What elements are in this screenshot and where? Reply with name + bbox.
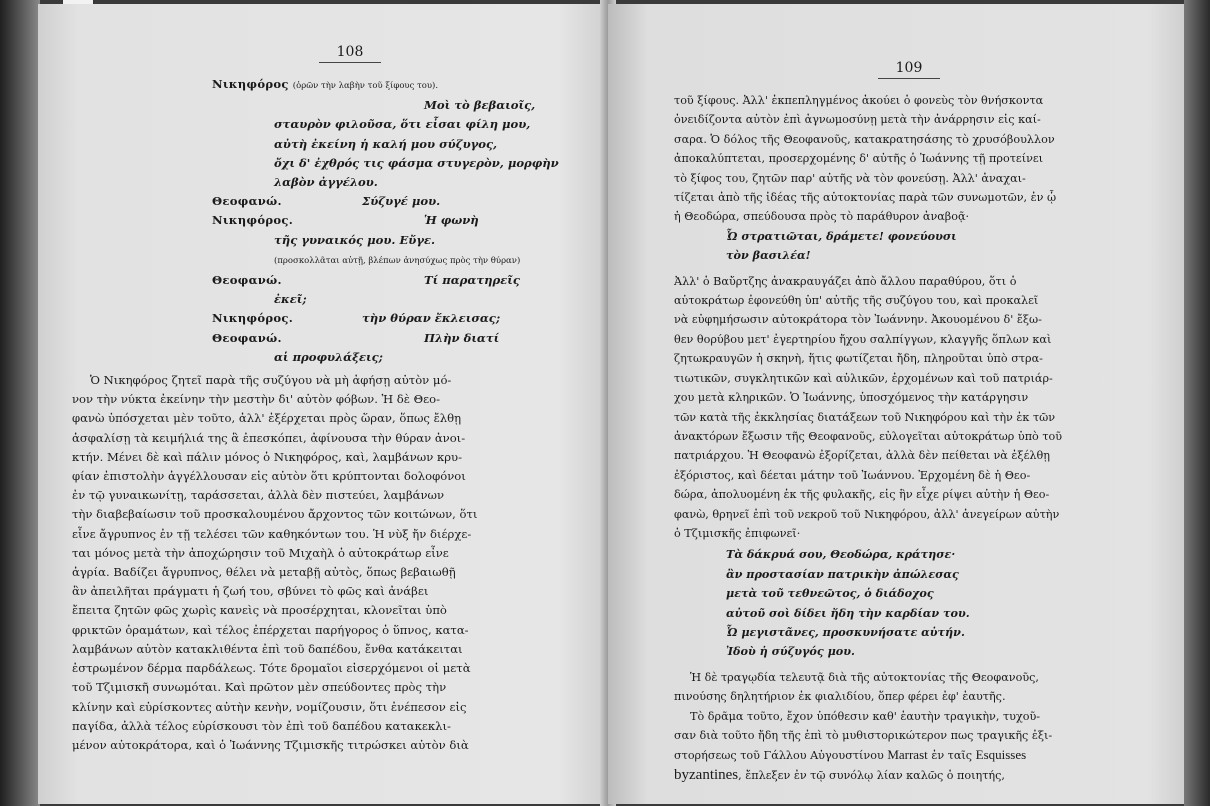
dialogue-line [212,290,578,309]
page-number-left-text: 108 [319,44,382,63]
prose-line: ἐξόριστος, καὶ δέεται μάτην τοῦ Ἰωάννου. Ἐρχομένη δὲ ἡ Θεο- [674,468,1031,482]
prose-line: μένον αὐτοκράτορα, καὶ ὁ Ἰωάννης Τζιμισκῆς τιτρώσκει αὐτὸν διὰ [72,737,469,752]
speaker-name: Θεοφανώ. [212,273,282,288]
prose-line: τοῦ ξίφους. Ἀλλ' ἐκπεπληγμένος ἀκούει ὁ φονεὺς τὸν θνήσκοντα [674,94,1044,107]
prose-line: τίζεται ἀπὸ τῆς ἰδέας τῆς αὐτοκτονίας παρὰ τῶν συνωμοτῶν, ἐν ᾧ [674,191,1057,205]
verse-text: αὐτὴ ἐκείνη ἡ καλή μου σύζυγος, [274,136,498,151]
prose-line: ἂν ἀπειλῆται πράγματι ἡ ζωή του, σβύνει τὸ φῶς καὶ ἀνάβει [72,584,429,599]
prose-text: Τὸ δρᾶμα τοῦτο, ἔχον ὑπόθεσιν καθ' ἑαυτὴν τραγικὴν, τυχοῦ- [690,709,1041,723]
prose-line: λαμβάνων αὐτὸν κατακλιθέντα ἐπὶ τοῦ δαπέδου, ἔνθα κατάκειται [72,641,463,656]
prose-line: τιωτικῶν, συγκλητικῶν καὶ αὐλικῶν, ἐρχομένων καὶ τοῦ πατριάρ- [674,371,1053,385]
prose-line: ὁ Τζιμισκῆς ἐπιφωνεῖ· [674,526,801,540]
verse-text: Ἡ φωνὴ [424,213,479,228]
speaker-name: Νικηφόρος. [212,311,294,326]
scan-right-edge [1184,0,1210,806]
prose-line: ἐστρωμένον δέρμα παρδάλεως. Τότε δρομαῖοι εἰσερχόμενοι οἱ μετὰ [72,661,471,676]
prose-line: ὀνειδίζοντα αὐτὸν ἐπὶ ἀγνωμοσύνῃ μετὰ τὴν ἀνάρρησιν εἰς καί- [674,113,1041,127]
prose-line [674,707,1144,726]
dialogue-line [212,329,578,348]
prose-text: Ἡ δὲ τραγῳδία τελευτᾷ διὰ τῆς αὐτοκτονίας τῆς Θεοφανοῦς, [690,670,1039,684]
prose-line: κτήν. Μένει δὲ καὶ πάλιν μόνος ὁ Νικηφόρος, καὶ, λαμβάνων κρυ- [72,449,462,464]
page-number-right-text: 109 [878,60,941,79]
prose-line [674,745,1144,765]
prose-text: στορήσεως τοῦ Γάλλου Αὐγουστίνου [674,749,884,763]
verse-text: Πλὴν διατί [424,330,500,345]
prose-line: ἐν τῷ γυναικωνίτῃ, ταράσσεται, ἀλλὰ δὲν πιστεύει, λαμβάνων [72,488,445,503]
dialogue-line [212,96,578,115]
dialogue-line [212,75,578,96]
prose-line: πατριάρχου. Ἡ Θεοφανὼ ἐξορίζεται, ἀλλὰ δὲν πείθεται νὰ ἐξέλθῃ [674,449,1050,463]
page-number-left [122,44,578,63]
scan-left-edge [0,0,40,806]
prose-line [674,687,1144,706]
right-paragraph-3 [674,668,1144,766]
latin-author-name: Marrast [887,747,928,763]
prose-line: ἀγρία. Βαδίζει ἄγρυπνος, θέλει νὰ μεταβῇ αὐτὸς, ὅπως βεβαιωθῇ [72,565,456,580]
prose-line: ζητωκραυγῶν ἡ σκηνὴ, ἥτις φωτίζεται ἤδη, πληροῦται ὑπὸ στρα- [674,352,1043,366]
prose-line [674,726,1144,745]
verse-line: Ὦ στρατιῶται, δράμετε! φονεύουσι [726,228,957,243]
prose-line: ἔπειτα ζητῶν φῶς χωρὶς κανεὶς νὰ προσέρχηται, κλονεῖται ὑπὸ [72,603,447,618]
stage-direction: (προσκολλᾶται αὐτῇ, βλέπων ἀνησύχως πρὸς τὴν θύραν) [274,255,521,266]
prose-text: πινούσης δηλητήριον ἐκ φιαλιδίου, ὅπερ φέρει ἐφ' ἑαυτῆς. [674,690,1006,704]
page-number-right [674,60,1144,79]
dialogue-line [212,154,578,173]
prose-line: φανὼ ὑπόσχεται μὲν τοῦτο, ἀλλ' ἐξέρχεται πρὸς ὥραν, ὅπως ἔλθῃ [72,411,462,426]
verse-line: μετὰ τοῦ τεθνεῶτος, ὁ διάδοχος [726,586,934,601]
verse-text: ἐκεῖ; [274,292,307,307]
prose-line: παγίδα, ἀλλὰ τέλος εὑρίσκουσι τὸν ἐπὶ τοῦ δαπέδου κατακεκλι- [72,718,451,733]
speaker-name: Νικηφόρος. [212,213,294,228]
dialogue-line [212,271,578,290]
prose-line: κλίνην καὶ εὑρίσκοντες αὐτὴν κενὴν, νομίζουσιν, ὅτι ἐνέπεσον εἰς [72,699,467,714]
speaker-name: Νικηφόρος [212,77,289,91]
verse-text: τὴν θύραν ἔκλεισας; [362,311,501,326]
latin-title-2: byzantines [674,766,739,783]
prose-line: τὴν διαβεβαίωσιν τοῦ προσκαλουμένου ἄρχοντος τῶν κοιτώνων, ὅτι [72,507,478,522]
dialogue-line [212,250,578,271]
prose-line: ἀσφαλίσῃ τὰ κειμήλιά της ἃ ἐπεσκόπει, ἀφίνουσα τὴν θύραν ἀνοι- [72,430,466,445]
prose-line: σαρα. Ὁ δόλος τῆς Θεοφανοῦς, κατακρατησάσης τὸ χρυσόβουλλον [674,132,1055,146]
prose-line: φρικτῶν ὁραμάτων, καὶ τέλος ἐπέρχεται παρήγορος ὁ ὕπνος, κατα- [72,622,469,637]
prose-line: δώρα, ἀπολυομένη ἐκ τῆς φυλακῆς, εἰς ἣν εἶχε ρίψει αὐτὴν ἡ Θεο- [674,488,1050,502]
right-page [608,4,1184,804]
final-line [674,766,1144,785]
dialogue-line [212,173,578,192]
shout-verse [674,227,1144,266]
closing-verse [674,545,1144,661]
left-page [38,4,608,804]
prose-line: φανὼ, θρηνεῖ ἐπὶ τοῦ νεκροῦ τοῦ Νικηφόρου, ἀλλ' ἀνεγείρων αὐτὴν [674,507,1060,521]
prose-line: θεν θορύβου μετ' ἐγερτηρίου ἤχου σαλπίγγων, κλαγγῆς ὅπλων καὶ [674,332,1052,346]
verse-text: αἱ προφυλάξεις; [274,349,383,364]
prose-line: τὸ ξίφος του, ζητῶν παρ' αὐτῆς νὰ τὸν φονεύσῃ. Ἀλλ' ἀναχαι- [674,171,1026,185]
verse-text: σταυρὸν φιλοῦσα, ὅτι εἶσαι φίλη μου, [274,117,531,132]
prose-line: ἀνακτόρων ἔξωσιν τῆς Θεοφανοῦς, εὐλογεῖται αὐτοκράτωρ ὑπὸ τοῦ [674,429,1063,443]
dialogue-block [212,75,578,367]
verse-text: Τί παρατηρεῖς [424,273,520,288]
prose-line: Ὁ Νικηφόρος ζητεῖ παρὰ τῆς συζύγου νὰ μὴ ἀφήσῃ αὐτὸν μό- [90,373,452,388]
right-paragraph-2 [674,272,1144,544]
prose-line: νὰ εὐφημήσωσιν αὐτοκράτορα τὸν Ἰωάννην. Ἀκουομένου δ' ἔξω- [674,313,1042,327]
prose-text: σαν διὰ τοῦτο ἤδη τῆς ἐπὶ τὸ μυθιστορικώτερον πως τραγικῆς ἐξι- [674,729,1053,742]
dialogue-line [212,309,578,328]
dialogue-line [212,211,578,230]
prose-line [674,668,1144,687]
speaker-name: Θεοφανώ. [212,194,282,209]
stage-direction: (ὁρῶν τὴν λαβὴν τοῦ ξίφους του). [292,81,439,91]
verse-line: Τὰ δάκρυά σου, Θεοδώρα, κράτησε· [726,547,956,562]
prose-line: νον τὴν νύκτα ἐκείνην τὴν μεστὴν δι' αὐτὸν φόβων. Ἡ δὲ Θεο- [72,392,441,407]
verse-text: τῆς γυναικός μου. Εὔγε. [274,232,436,247]
verse-line: Ὦ μεγιστᾶνες, προσκυνήσατε αὐτήν. [726,624,965,639]
prose-line: φίαν ἐπιστολὴν ἀγγέλλουσαν εἰς αὐτὸν ὅτι κρύπτονται δολοφόνοι [72,469,466,484]
prose-line: τοῦ Τζιμισκῆ συνωμόται. Καὶ πρῶτον μὲν σπεύδοντες πρὸς τὴν [72,680,447,695]
verse-text: ὄχι δ' ἐχθρός τις φάσμα στυγερὸν, μορφὴν [274,155,559,170]
verse-text: Σύζυγέ μου. [362,194,441,209]
dialogue-line [212,192,578,211]
prose-line: ται μόνος μετὰ τὴν ἀποχώρησιν τοῦ Μιχαὴλ ὁ αὐτοκράτωρ εἶνε [72,545,449,560]
verse-text: λαβὸν ἀγγέλου. [274,175,378,190]
verse-text: Μοὶ τὸ βεβαιοῖς, [424,98,536,113]
prose-line: τῶν κατὰ τῆς ἐκκλησίας διατάξεων τοῦ Νικηφόρου καὶ τὴν ἐκ τῶν [674,410,1056,424]
speaker-name: Θεοφανώ. [212,330,282,345]
final-line-rest: , ἔπλεξεν ἐν τῷ συνόλῳ λίαν καλῶς ὁ ποιητής, [738,768,1005,782]
dialogue-line [212,135,578,154]
dialogue-line [212,115,578,134]
prose-line: ἡ Θεοδώρα, σπεύδουσα πρὸς τὸ παράθυρον ἀναβοᾷ· [674,210,970,224]
prose-line: Ἀλλ' ὁ Βαὔρτζης ἀνακραυγάζει ἀπὸ ἄλλου παραθύρου, ὅτι ὁ [674,274,1017,288]
prose-line: χου μετὰ κληρικῶν. Ὁ Ἰωάννης, ὑποσχόμενος τὴν κατάργησιν [674,391,1029,405]
prose-line: αὐτοκράτωρ ἐφονεύθη ὑπ' αὐτῆς τῆς συζύγου του, καὶ προκαλεῖ [674,294,1039,308]
verse-line: αὐτοῦ σοὶ δίδει ἤδη τὴν καρδίαν του. [726,605,970,620]
dialogue-line [212,348,578,367]
prose-line: ἀποκαλύπτεται, προσερχομένης δ' αὐτῆς ὁ Ἰωάννης τῇ προτείνει [674,152,1044,166]
right-paragraph-1 [674,91,1144,227]
verse-line: τὸν βασιλέα! [726,248,811,263]
right-text-block [674,91,1144,785]
prose-text: ἐν ταῖς [931,749,973,763]
latin-title-1: Esquisses [975,747,1027,763]
verse-line: ἂν προστασίαν πατρικὴν ἀπώλεσας [726,566,959,581]
left-prose-paragraph [72,371,578,755]
verse-line: Ἰδοὺ ἡ σύζυγός μου. [726,644,855,659]
dialogue-line [212,231,578,250]
prose-line: εἶνε ἄγρυπνος ἐν τῇ τελέσει τῶν καθηκόντων του. Ἡ νὺξ ἤν διέρχε- [72,526,472,541]
